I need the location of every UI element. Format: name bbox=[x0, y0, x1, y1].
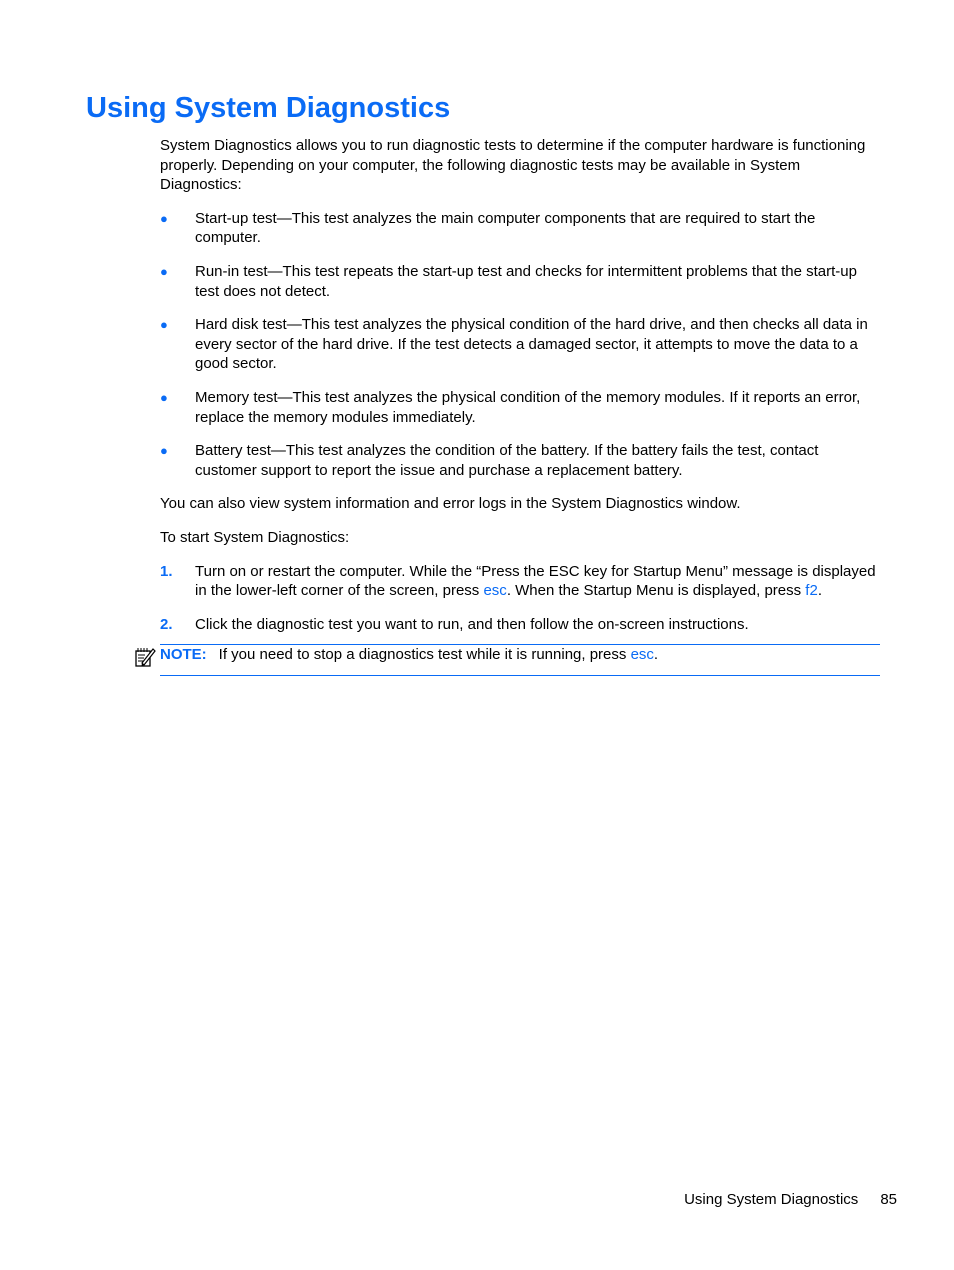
page-footer bbox=[684, 1191, 897, 1208]
bullet-icon: ● bbox=[160, 317, 168, 333]
intro-paragraph: System Diagnostics allows you to run diagnostic tests to determine if the computer hardware is functioning properly. Depending on your computer, the following diagnostic tests may be available in System Diagnostics: bbox=[160, 137, 866, 194]
page-number: 85 bbox=[880, 1191, 897, 1208]
list-item bbox=[160, 315, 880, 374]
note-text-end: . bbox=[653, 646, 659, 664]
key-f2: f2 bbox=[805, 582, 818, 600]
list-item bbox=[160, 209, 880, 248]
step-text: Click the diagnostic test you want to run, and then follow the on-screen instructions. bbox=[195, 615, 749, 633]
footer-section-title: Using System Diagnostics bbox=[684, 1191, 859, 1208]
step-text: . When the Startup Menu is displayed, press bbox=[506, 582, 806, 600]
note-pencil-icon bbox=[134, 646, 156, 668]
list-item-text: Memory test—This test analyzes the physical condition of the memory modules. If it reports an error, replace the memory modules immediately. bbox=[195, 388, 861, 426]
note-label: NOTE: bbox=[160, 646, 207, 664]
diagnostic-test-list bbox=[160, 209, 880, 481]
note-text: If you need to stop a diagnostics test while it is running, press bbox=[218, 646, 631, 664]
bullet-icon: ● bbox=[160, 263, 168, 279]
bullet-icon: ● bbox=[160, 210, 168, 226]
list-item-text: Run-in test—This test repeats the start-up test and checks for intermittent problems that the start-up test does not detect. bbox=[195, 262, 857, 300]
bullet-icon: ● bbox=[160, 443, 168, 459]
list-item bbox=[160, 441, 880, 480]
main-content bbox=[160, 136, 880, 676]
key-esc: esc bbox=[483, 582, 507, 600]
list-item-text: Battery test—This test analyzes the condition of the battery. If the battery fails the test, contact customer support to report the issue and purchase a replacement battery. bbox=[195, 442, 819, 479]
key-esc: esc bbox=[630, 646, 654, 664]
bullet-icon: ● bbox=[160, 389, 168, 405]
step-number: 2. bbox=[160, 615, 173, 633]
list-item-text: Start-up test—This test analyzes the main computer components that are required to start the computer. bbox=[195, 209, 816, 247]
list-item bbox=[160, 262, 880, 301]
step-number: 1. bbox=[160, 562, 173, 580]
also-view-paragraph: You can also view system information and error logs in the System Diagnostics window. bbox=[160, 495, 741, 513]
page-title: Using System Diagnostics bbox=[86, 92, 451, 124]
steps-list bbox=[160, 562, 880, 635]
step-text: Turn on or restart the computer. While the “Press the ESC key for Startup Menu” message is displayed in the lower-left corner of the screen, press bbox=[195, 562, 876, 600]
list-item-text: Hard disk test—This test analyzes the physical condition of the hard drive, and then checks all data in every sector of the hard drive. If the test detects a damaged sector, it attempts to move the data to a good sector. bbox=[195, 316, 868, 373]
step-text: . bbox=[817, 582, 822, 600]
step-item bbox=[160, 562, 880, 601]
to-start-paragraph: To start System Diagnostics: bbox=[160, 528, 350, 546]
step-item bbox=[160, 615, 880, 635]
note-box bbox=[160, 644, 880, 676]
list-item bbox=[160, 388, 880, 427]
